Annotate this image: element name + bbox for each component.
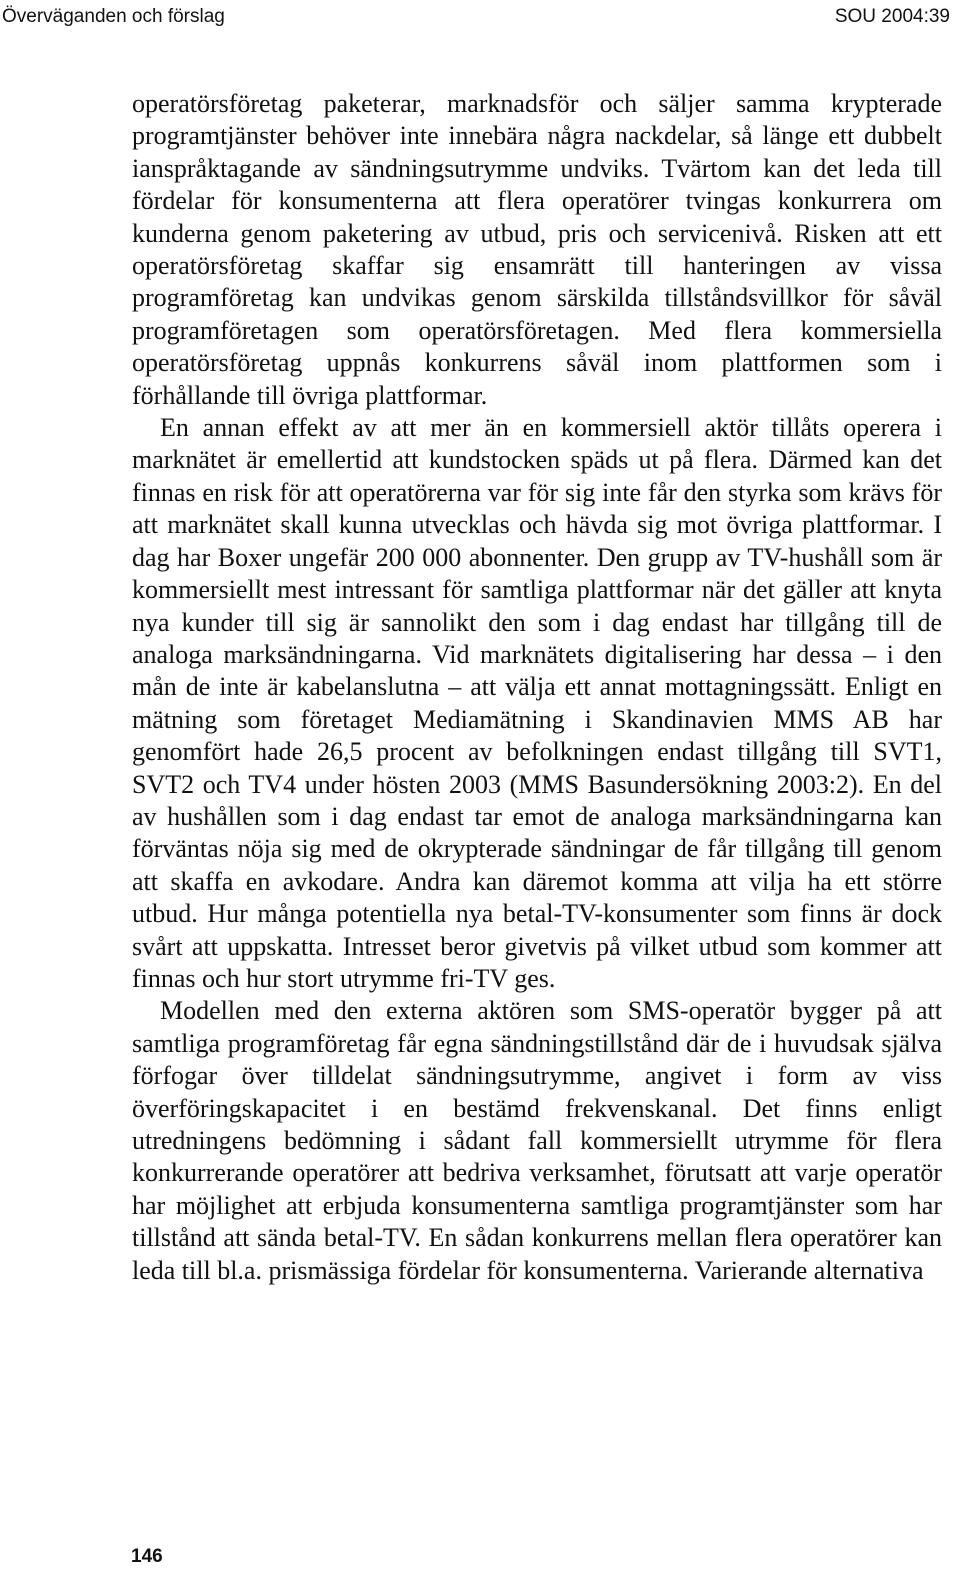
body-text bbox=[132, 88, 942, 1287]
paragraph-2: En annan effekt av att mer än en kommersiell aktör tillåts operera i marknätet är emellertid att kundstocken späds ut på flera. Därmed kan det finnas en risk för att operatörerna var för sig inte får den styrka som krävs för att marknätet skall kunna utvecklas och hävda sig mot övriga plattformar. I dag har Boxer ungefär 200 000 abonnenter. Den grupp av TV-hushåll som är kommersiellt mest intressant för samtliga plattformar när det gäller att knyta nya kunder till sig är sannolikt den som i dag endast har tillgång till de analoga marksändningarna. Vid marknätets digitalisering har dessa – i den mån de inte är kabelanslutna – att välja ett annat mottagningssätt. Enligt en mätning som företaget Mediamätning i Skandinavien MMS AB har genomfört hade 26,5 procent av befolkningen endast tillgång till SVT1, SVT2 och TV4 under hösten 2003 (MMS Basundersökning 2003:2). En del av hushållen som i dag endast tar emot de analoga marksändningarna kan förväntas nöja sig med de okrypterade sändningar de får tillgång till genom att skaffa en avkodare. Andra kan däremot komma att vilja ha ett större utbud. Hur många potentiella nya betal-TV-konsumenter som finns är dock svårt att uppskatta. Intresset beror givetvis på vilket utbud som kommer att finnas och hur stort utrymme fri-TV ges. bbox=[132, 413, 942, 993]
header-chapter-title: Överväganden och förslag bbox=[2, 6, 225, 27]
page-number: 146 bbox=[131, 1546, 163, 1567]
paragraph-1: operatörsföretag paketerar, marknadsför och säljer samma krypterade programtjänster behöver inte innebära några nackdelar, så länge ett dubbelt ianspråktagande av sändningsutrymme undviks. Tvärtom kan det leda till fördelar för konsumenterna att flera operatörer tvingas konkurrera om kunderna genom paketering av utbud, pris och servicenivå. Risken att ett operatörsföretag skaffar sig ensamrätt till hanteringen av vissa programföretag kan undvikas genom särskilda tillståndsvillkor för såväl programföretagen som operatörsföretagen. Med flera kommersiella operatörsföretag uppnås konkurrens såväl inom plattformen som i förhållande till övriga plattformar. bbox=[132, 89, 942, 410]
header-report-id: SOU 2004:39 bbox=[834, 6, 950, 27]
paragraph-3: Modellen med den externa aktören som SMS-operatör bygger på att samtliga programföretag får egna sändningstillstånd där de i huvudsak själva förfogar över tilldelat sändningsutrymme, angivet i form av viss överföringskapacitet i en bestämd frekvenskanal. Det finns enligt utredningens bedömning i sådant fall kommersiellt utrymme för flera konkurrerande operatörer att bedriva verksamhet, förutsatt att varje operatör har möjlighet att erbjuda konsumenterna samtliga programtjänster som har tillstånd att sända betal-TV. En sådan konkurrens mellan flera operatörer kan leda till bl.a. prismässiga fördelar för konsumenterna. Varierande alternativa bbox=[132, 996, 942, 1285]
running-header bbox=[0, 4, 960, 30]
